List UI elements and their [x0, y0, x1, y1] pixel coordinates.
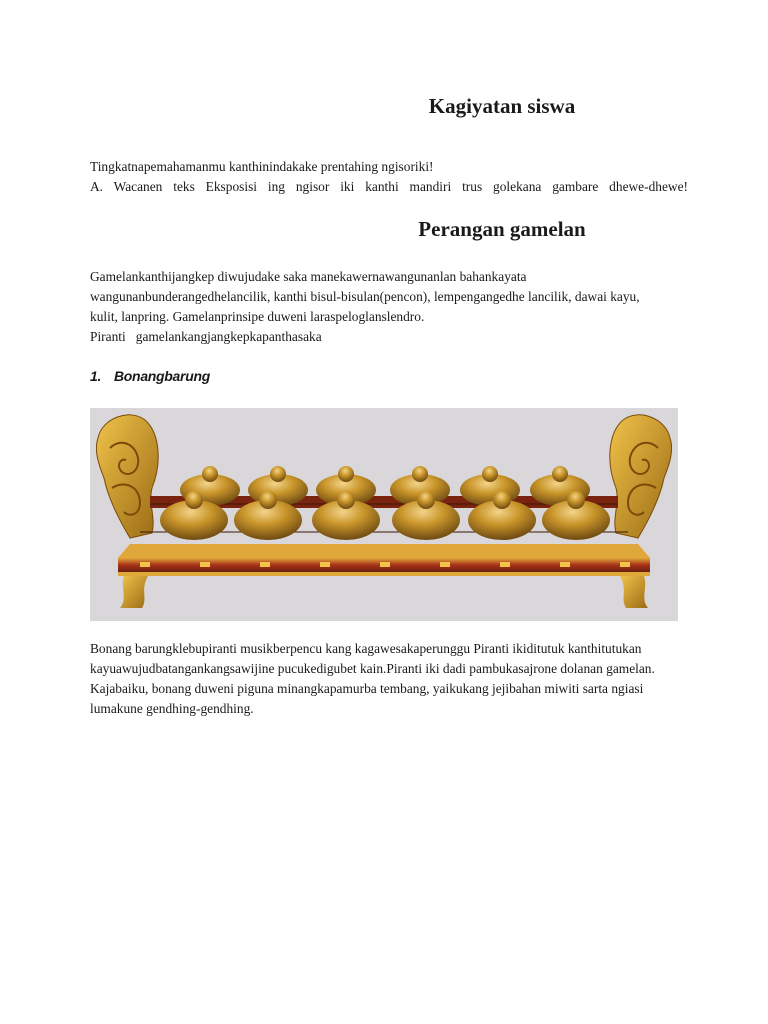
intro-line: Tingkatnapemahamanmu kanthinindakake prentahing ngisoriki! — [90, 159, 434, 174]
body-paragraph-gamelan — [90, 267, 688, 347]
body-line: Bonang barungklebupiranti musikberpencu kang kagawesakaperunggu Piranti ikiditutuk kanthitutukan — [90, 641, 642, 656]
body-line: Piranti gamelankangjangkepkapanthasaka — [90, 329, 322, 344]
body-line: kulit, lanpring. Gamelanprinsipe duweni laraspeloglanslendro. — [90, 309, 425, 324]
section-title: Perangan gamelan — [418, 217, 586, 241]
page-title: Kagiyatan siswa — [428, 94, 576, 118]
body-line: wangunanbunderangedhelancilik, kanthi bisul-bisulan(pencon), lempengangedhe lancilik, dawai kayu, — [90, 289, 640, 304]
body-paragraph-bonang — [90, 639, 688, 719]
body-line: Kajabaiku, bonang duweni piguna minangkapamurba tembang, yaikukang jejibahan miwiti sarta ngiasi — [90, 681, 644, 696]
bonang-barung-illustration — [90, 408, 678, 621]
subsection-heading — [90, 368, 210, 384]
subsection-label: Bonangbarung — [114, 368, 210, 384]
body-line: lumakune gendhing-gendhing. — [90, 701, 254, 716]
body-line: kayuawujudbatangankangsawijine pucukedigubet kain.Piranti iki dadi pambukasajrone dolanan gamelan. — [90, 661, 655, 676]
intro-paragraph — [90, 157, 688, 197]
intro-line: A. Wacanen teks Eksposisi ing ngisor iki kanthi mandiri trus golekana gambare dhewe-dhewe! — [90, 179, 688, 194]
body-line: Gamelankanthijangkep diwujudake saka manekawernawangunanlan bahankayata — [90, 269, 527, 284]
subsection-number: 1. — [90, 368, 102, 384]
bonang-barung-photo — [90, 408, 678, 621]
